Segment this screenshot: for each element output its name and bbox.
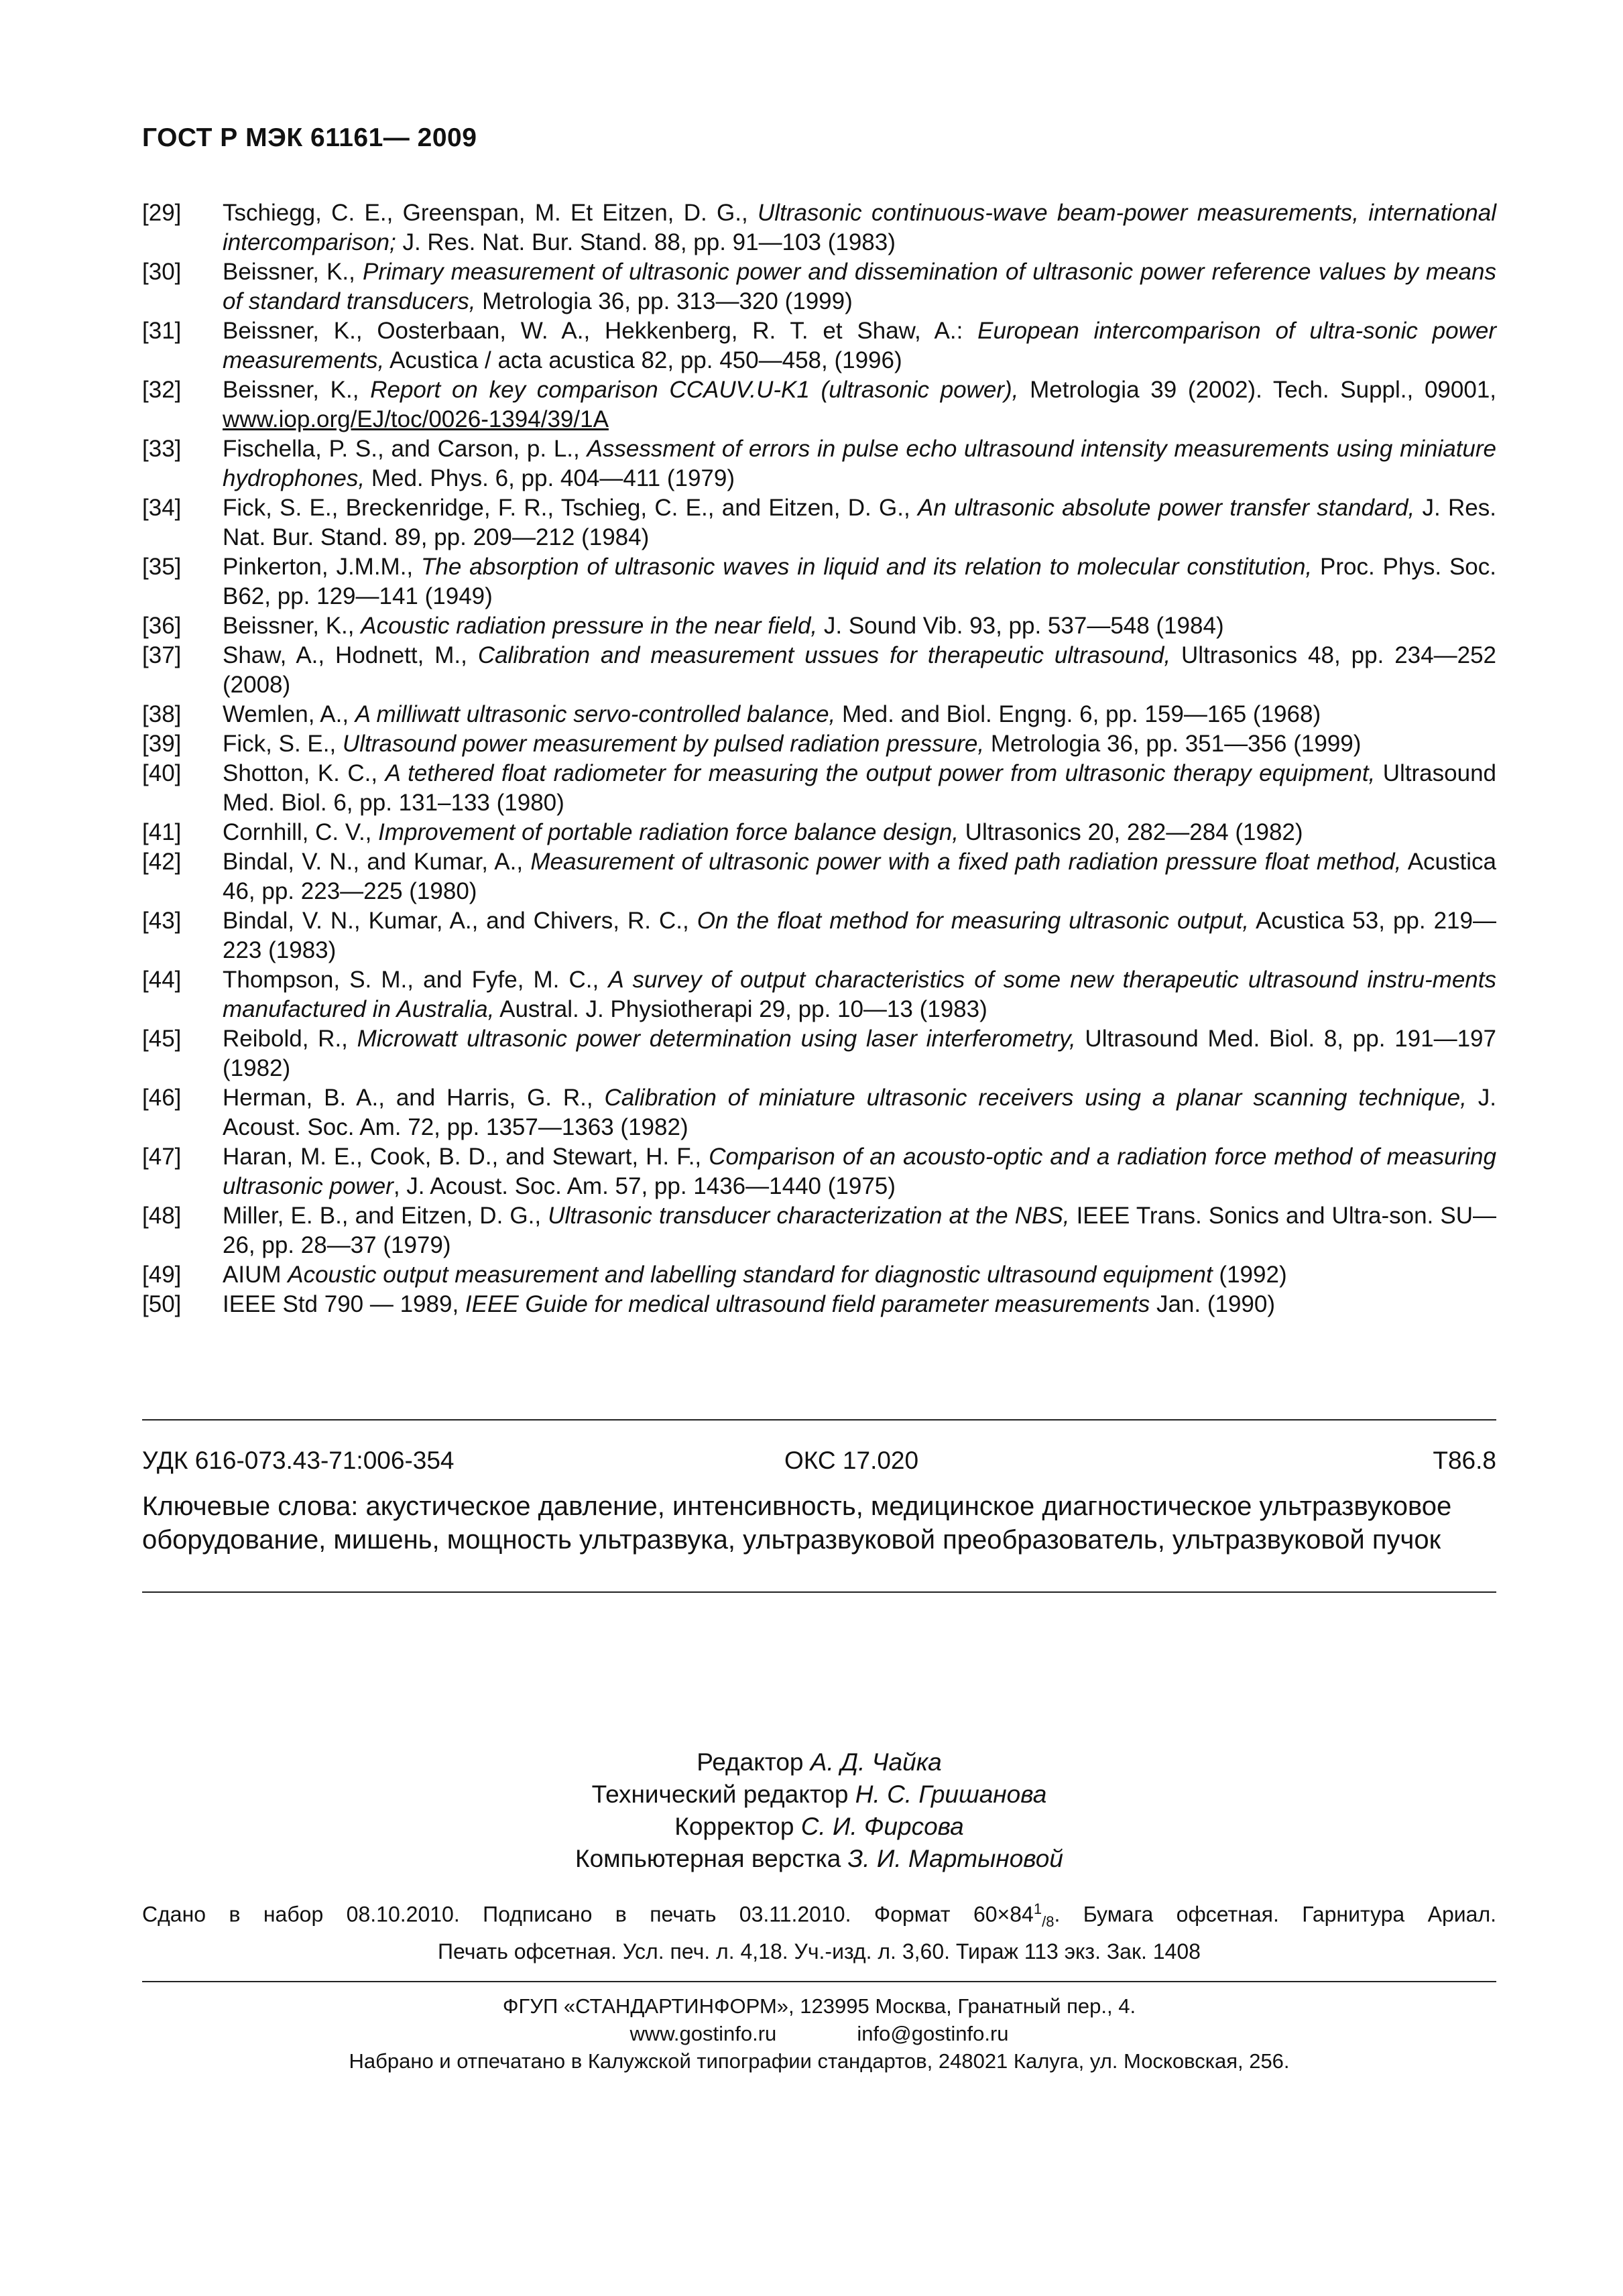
print-info-line2: Печать офсетная. Усл. печ. л. 4,18. Уч.-изд. л. 3,60. Тираж 113 экз. Зак. 1408 [438,1939,1201,1964]
credit-role: Корректор [674,1813,794,1840]
reference-number: [38] [142,701,182,727]
reference-segment: Ultrasonics 20, 282—284 (1982) [958,819,1303,845]
publisher-website[interactable]: www.gostinfo.ru [629,2022,777,2045]
reference-link[interactable]: www.iop.org/EJ/toc/0026-1394/39/1A [223,406,609,432]
reference-segment: J. Res. Nat. Bur. Stand. 89, pp. 209—212 (1984) [223,495,1496,550]
reference-segment: Jan. (1990) [1150,1291,1276,1317]
reference-item [142,316,1496,375]
reference-segment: Wemlen, A., [223,701,355,727]
reference-text [223,759,1496,818]
credit-line [142,1778,1496,1811]
reference-segment: Beissner, K., [223,259,363,285]
reference-item [142,611,1496,641]
reference-text [223,1290,1496,1319]
reference-number: [37] [142,642,182,668]
reference-segment: Miller, E. B., and Eitzen, D. G., [223,1203,548,1229]
reference-segment: Metrologia 39 (2002). Tech. Suppl., 09001, [1018,377,1497,403]
reference-number: [33] [142,436,182,462]
reference-segment: Cornhill, C. V., [223,819,379,845]
reference-number: [29] [142,200,182,226]
credit-role: Редактор [697,1748,804,1776]
reference-title: Comparison of an acousto-optic and a radiation force method of measuring ultrasonic power [223,1144,1496,1199]
reference-item [142,434,1496,493]
reference-text [223,1024,1496,1083]
reference-segment: J. Sound Vib. 93, pp. 537—548 (1984) [817,613,1224,639]
format-fraction-numerator: 1 [1033,1900,1042,1917]
reference-number: [31] [142,318,182,344]
reference-segment: Austral. J. Physiotherapi 29, pp. 10—13 (1983) [494,996,987,1022]
reference-segment: Metrologia 36, pp. 351—356 (1999) [984,731,1362,757]
reference-title: Calibration and measurement ussues for therapeutic ultrasound, [477,642,1171,668]
reference-segment: Metrologia 36, pp. 313—320 (1999) [475,288,853,314]
reference-segment: Beissner, K., Oosterbaan, W. A., Hekkenberg, R. T. et Shaw, A.: [223,318,978,344]
reference-segment: Haran, M. E., Cook, B. D., and Stewart, H. F., [223,1144,709,1170]
divider-bottom [142,1981,1496,1982]
credit-line [142,1811,1496,1843]
reference-text [223,965,1496,1024]
reference-segment: Med. Phys. 6, pp. 404—411 (1979) [365,465,735,491]
reference-number: [44] [142,967,182,993]
reference-text [223,729,1496,759]
reference-text [223,434,1496,493]
reference-title: Acoustic output measurement and labelling standard for diagnostic ultrasound equipment [288,1262,1213,1288]
reference-title: Improvement of portable radiation force balance design, [378,819,959,845]
reference-title: European intercomparison of ultra-sonic power measurements, [223,318,1496,373]
reference-segment: Ultrasonics 48, pp. 234—252 (2008) [223,642,1496,698]
reference-item [142,965,1496,1024]
reference-number: [45] [142,1026,182,1052]
reference-number: [50] [142,1291,182,1317]
reference-segment: Tschiegg, C. E., Greenspan, M. Et Eitzen, D. G., [223,200,758,226]
reference-segment: Reibold, R., [223,1026,357,1052]
udk-code: УДК 616-073.43-71:006-354 [142,1447,455,1474]
reference-number: [46] [142,1085,182,1111]
credit-role: Компьютерная верстка [575,1845,841,1872]
reference-item [142,818,1496,847]
reference-title: Report on key comparison CCAUV.U-K1 (ultrasonic power), [370,377,1019,403]
classification-code: Т86.8 [1433,1447,1496,1474]
publisher-contacts [142,2020,1496,2047]
reference-segment: Acustica 53, pp. 219—223 (1983) [223,908,1496,963]
reference-item [142,1260,1496,1290]
reference-segment: AIUM [223,1262,288,1288]
document-header: ГОСТ Р МЭК 61161— 2009 [142,123,477,152]
reference-segment: Fick, S. E., Breckenridge, F. R., Tschieg, C. E., and Eitzen, D. G., [223,495,918,521]
reference-text [223,1083,1496,1142]
reference-item [142,1290,1496,1319]
reference-item [142,729,1496,759]
reference-number: [36] [142,613,182,639]
reference-number: [30] [142,259,182,285]
credit-name: Н. С. Гришанова [855,1780,1047,1808]
publisher-address: ФГУП «СТАНДАРТИНФОРМ», 123995 Москва, Гранатный пер., 4. [502,1994,1136,2018]
reference-text [223,1201,1496,1260]
reference-title: Measurement of ultrasonic power with a fixed path radiation pressure float method, [530,849,1402,875]
credit-line [142,1843,1496,1875]
reference-item [142,1142,1496,1201]
keywords: Ключевые слова: акустическое давление, интенсивность, медицинское диагностическое ультразвуковое оборудование, мишень, мощность ультразвука, ультразвуковой преобразователь, ультразвуковой пучок [142,1492,1452,1555]
reference-title: Assessment of errors in pulse echo ultrasound intensity measurements using miniature hydrophones, [223,436,1497,491]
reference-item [142,1083,1496,1142]
reference-segment: , J. Acoust. Soc. Am. 57, pp. 1436—1440 (1975) [393,1173,896,1199]
reference-title: Ultrasonic continuous-wave beam-power measurements, international intercomparison; [223,200,1496,255]
reference-text [223,257,1496,316]
reference-item [142,1024,1496,1083]
reference-title: A tethered float radiometer for measuring the output power from ultrasonic therapy equipment, [385,760,1376,786]
reference-title: A survey of output characteristics of some new therapeutic ultrasound instru-ments manufactured in Australia, [223,967,1496,1022]
reference-segment: Shaw, A., Hodnett, M., [223,642,478,668]
reference-segment: Fischella, P. S., and Carson, p. L., [223,436,587,462]
reference-segment: Herman, B. A., and Harris, G. R., [223,1085,605,1111]
credit-name: С. И. Фирсова [800,1813,964,1840]
publisher-email[interactable]: info@gostinfo.ru [857,2022,1009,2045]
print-info [142,1894,1496,1966]
reference-title: The absorption of ultrasonic waves in liquid and its relation to molecular constitution, [421,554,1313,580]
reference-text [223,316,1496,375]
reference-title: Ultrasonic transducer characterization at the NBS, [548,1203,1070,1229]
reference-segment: J. Res. Nat. Bur. Stand. 88, pp. 91—103 (1983) [396,229,896,255]
reference-segment: Ultrasound Med. Biol. 8, pp. 191—197 (1982) [223,1026,1496,1081]
reference-list [142,198,1496,1319]
reference-segment: Acustica / acta acustica 82, pp. 450—458, (1996) [384,347,902,373]
reference-number: [32] [142,377,182,403]
reference-segment: IEEE Trans. Sonics and Ultra-son. SU—26, pp. 28—37 (1979) [223,1203,1497,1258]
reference-number: [42] [142,849,182,875]
reference-text [223,198,1496,257]
reference-number: [35] [142,554,182,580]
reference-title: Microwatt ultrasonic power determination using laser interferometry, [357,1026,1076,1052]
reference-number: [41] [142,819,182,845]
reference-text [223,1142,1496,1201]
reference-title: Calibration of miniature ultrasonic receivers using a planar scanning technique, [604,1085,1467,1111]
credit-name: З. И. Мартыновой [847,1845,1063,1872]
reference-item [142,375,1496,434]
reference-segment: Beissner, K., [223,613,361,639]
oks-code: ОКС 17.020 [784,1447,919,1474]
publisher-info [142,1992,1496,2075]
reference-segment: Acustica 46, pp. 223—225 (1980) [223,849,1496,904]
divider-top [142,1419,1496,1421]
print-info-line1: Сдано в набор 08.10.2010. Подписано в печать 03.11.2010. Формат $60\times 84^1_{/8}$. Бумага офсетная. Гарнитура Ариал. [142,1900,1497,1931]
reference-segment: IEEE Std 790 — 1989, [223,1291,465,1317]
reference-segment: J. Acoust. Soc. Am. 72, pp. 1357—1363 (1982) [223,1085,1496,1140]
reference-segment: Med. and Biol. Engng. 6, pp. 159—165 (1968) [835,701,1321,727]
reference-title: IEEE Guide for medical ultrasound field parameter measurements [465,1291,1150,1317]
reference-segment: Shotton, K. C., [223,760,385,786]
reference-text [223,375,1496,434]
reference-segment: Proc. Phys. Soc. B62, pp. 129—141 (1949) [223,554,1496,609]
reference-number: [43] [142,908,182,934]
reference-text [223,700,1496,729]
credit-name: А. Д. Чайка [810,1748,942,1776]
reference-text [223,493,1496,552]
reference-number: [49] [142,1262,182,1288]
reference-title: On the float method for measuring ultrasonic output, [697,908,1249,934]
reference-text [223,552,1496,611]
reference-segment: Bindal, V. N., Kumar, A., and Chivers, R. C., [223,908,697,934]
credit-role: Технический редактор [591,1780,849,1808]
reference-segment: Beissner, K., [223,377,371,403]
reference-item [142,906,1496,965]
reference-segment: Pinkerton, J.M.M., [223,554,422,580]
reference-number: [39] [142,731,182,757]
reference-title: Primary measurement of ultrasonic power and dissemination of ultrasonic power reference values by means of standard transducers, [223,259,1496,314]
reference-number: [48] [142,1203,182,1229]
reference-segment: Thompson, S. M., and Fyfe, M. C., [223,967,609,993]
divider-keywords [142,1591,1496,1593]
reference-item [142,1201,1496,1260]
reference-item [142,198,1496,257]
reference-segment: (1992) [1212,1262,1287,1288]
reference-item [142,552,1496,611]
reference-number: [40] [142,760,182,786]
reference-item [142,759,1496,818]
reference-number: [47] [142,1144,182,1170]
reference-segment: Fick, S. E., [223,731,343,757]
reference-number: [34] [142,495,182,521]
reference-title: Ultrasound power measurement by pulsed radiation pressure, [342,731,985,757]
reference-item [142,700,1496,729]
format-fraction-denominator: /8 [1042,1913,1055,1931]
reference-text [223,611,1496,641]
reference-segment: Ultrasound Med. Biol. 6, pp. 131–133 (1980) [223,760,1497,816]
reference-item [142,257,1496,316]
reference-title: A milliwatt ultrasonic servo-controlled balance, [355,701,836,727]
printing-house: Набрано и отпечатано в Калужской типографии стандартов, 248021 Калуга, ул. Московская, 256. [349,2049,1290,2073]
reference-item [142,847,1496,906]
credits [142,1746,1496,1875]
reference-text [223,847,1496,906]
reference-text [223,818,1496,847]
reference-item [142,641,1496,700]
reference-title: An ultrasonic absolute power transfer standard, [917,495,1415,521]
reference-text [223,1260,1496,1290]
reference-item [142,493,1496,552]
reference-title: Acoustic radiation pressure in the near field, [361,613,818,639]
reference-text [223,906,1496,965]
credit-line [142,1746,1496,1778]
reference-text [223,641,1496,700]
reference-segment: Bindal, V. N., and Kumar, A., [223,849,531,875]
